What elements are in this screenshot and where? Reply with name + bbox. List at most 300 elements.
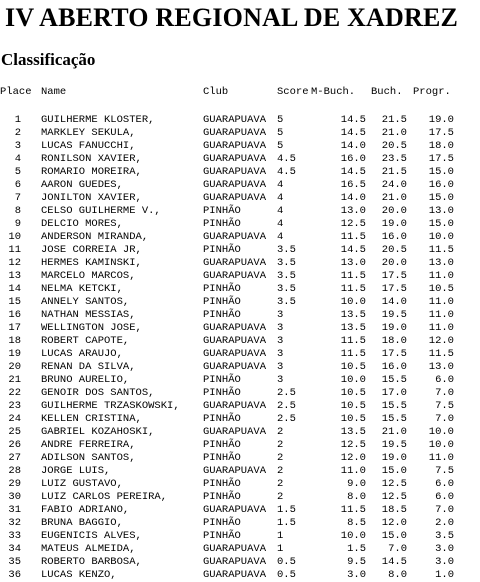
cell-score: 2: [277, 491, 284, 503]
cell-place: 30: [8, 491, 21, 503]
cell-club: PINHÃO: [203, 387, 241, 399]
cell-place: 31: [8, 504, 21, 516]
table-row: [0, 569, 480, 582]
header-gap: [0, 100, 480, 114]
cell-place: 25: [8, 426, 21, 438]
cell-buch: 12.5: [381, 491, 407, 503]
cell-name: BRUNO AURELIO,: [41, 374, 130, 386]
cell-progr: 2.0: [435, 517, 454, 529]
cell-name: GUILHERME KLOSTER,: [41, 114, 155, 126]
section-heading: Classificação: [1, 50, 96, 69]
cell-club: GUARAPUAVA: [203, 361, 267, 373]
cell-mbuch: 16.0: [340, 153, 366, 165]
cell-name: FABIO ADRIANO,: [41, 504, 130, 516]
table-row: [0, 205, 480, 218]
cell-buch: 21.5: [381, 114, 407, 126]
cell-progr: 6.0: [435, 374, 454, 386]
cell-mbuch: 10.0: [340, 374, 366, 386]
cell-progr: 10.0: [428, 426, 454, 438]
table-row: [0, 374, 480, 387]
cell-progr: 15.0: [428, 192, 454, 204]
cell-score: 3.5: [277, 283, 296, 295]
cell-place: 1: [14, 114, 21, 126]
cell-progr: 10.0: [428, 439, 454, 451]
cell-score: 0.5: [277, 556, 296, 568]
cell-buch: 14.5: [381, 556, 407, 568]
cell-progr: 15.0: [428, 166, 454, 178]
cell-name: BRUNA BAGGIO,: [41, 517, 123, 529]
cell-name: ANNELY SANTOS,: [41, 296, 130, 308]
cell-club: GUARAPUAVA: [203, 153, 267, 165]
cell-place: 14: [8, 283, 21, 295]
table-row: [0, 426, 480, 439]
cell-score: 3: [277, 348, 284, 360]
table-row: [0, 296, 480, 309]
cell-buch: 15.5: [381, 374, 407, 386]
cell-name: EUGENICIS ALVES,: [41, 530, 142, 542]
cell-progr: 13.0: [428, 257, 454, 269]
cell-buch: 21.5: [381, 166, 407, 178]
cell-place: 20: [8, 361, 21, 373]
cell-score: 2: [277, 452, 284, 464]
header-buch: Buch.: [371, 86, 403, 98]
cell-mbuch: 11.5: [340, 504, 366, 516]
table-row: [0, 114, 480, 127]
cell-score: 5: [277, 127, 284, 139]
cell-score: 3.5: [277, 257, 296, 269]
cell-name: WELLINGTON JOSE,: [41, 322, 142, 334]
table-row: [0, 244, 480, 257]
cell-mbuch: 3.0: [347, 569, 366, 581]
cell-mbuch: 8.0: [347, 491, 366, 503]
cell-mbuch: 10.5: [340, 413, 366, 425]
cell-progr: 11.0: [428, 452, 454, 464]
cell-progr: 11.0: [428, 296, 454, 308]
cell-buch: 20.5: [381, 244, 407, 256]
cell-name: GENOIR DOS SANTOS,: [41, 387, 155, 399]
cell-club: GUARAPUAVA: [203, 192, 267, 204]
cell-name: DELCIO MORES,: [41, 218, 123, 230]
cell-score: 1.5: [277, 504, 296, 516]
cell-buch: 19.0: [381, 322, 407, 334]
cell-score: 4: [277, 205, 284, 217]
cell-place: 3: [14, 140, 21, 152]
cell-progr: 3.0: [435, 556, 454, 568]
cell-buch: 21.0: [381, 127, 407, 139]
cell-buch: 15.0: [381, 465, 407, 477]
table-row: [0, 452, 480, 465]
cell-score: 3: [277, 374, 284, 386]
cell-club: GUARAPUAVA: [203, 231, 267, 243]
cell-score: 1: [277, 530, 284, 542]
cell-club: PINHÃO: [203, 218, 241, 230]
cell-score: 3: [277, 335, 284, 347]
cell-buch: 12.5: [381, 478, 407, 490]
cell-progr: 11.5: [428, 348, 454, 360]
table-row: [0, 322, 480, 335]
cell-score: 4.5: [277, 153, 296, 165]
cell-progr: 11.5: [428, 244, 454, 256]
cell-club: GUARAPUAVA: [203, 426, 267, 438]
table-row: [0, 140, 480, 153]
cell-score: 2.5: [277, 387, 296, 399]
cell-buch: 7.0: [388, 543, 407, 555]
cell-place: 5: [14, 166, 21, 178]
cell-buch: 21.0: [381, 192, 407, 204]
cell-buch: 20.0: [381, 257, 407, 269]
cell-club: GUARAPUAVA: [203, 556, 267, 568]
cell-buch: 23.5: [381, 153, 407, 165]
cell-mbuch: 10.5: [340, 361, 366, 373]
table-row: [0, 179, 480, 192]
cell-mbuch: 10.0: [340, 296, 366, 308]
cell-buch: 17.0: [381, 387, 407, 399]
table-row: [0, 231, 480, 244]
table-row: [0, 387, 480, 400]
cell-score: 4: [277, 192, 284, 204]
cell-progr: 13.0: [428, 205, 454, 217]
cell-score: 0.5: [277, 569, 296, 581]
cell-score: 1.5: [277, 517, 296, 529]
cell-mbuch: 8.5: [347, 517, 366, 529]
cell-buch: 24.0: [381, 179, 407, 191]
cell-score: 3.5: [277, 296, 296, 308]
cell-place: 11: [8, 244, 21, 256]
cell-progr: 11.0: [428, 309, 454, 321]
cell-club: PINHÃO: [203, 296, 241, 308]
cell-name: LUCAS ARAUJO,: [41, 348, 123, 360]
table-row: [0, 413, 480, 426]
cell-buch: 19.0: [381, 452, 407, 464]
cell-name: RENAN DA SILVA,: [41, 361, 136, 373]
cell-mbuch: 13.0: [340, 205, 366, 217]
cell-mbuch: 14.0: [340, 140, 366, 152]
cell-buch: 15.0: [381, 530, 407, 542]
cell-progr: 16.0: [428, 179, 454, 191]
table-row: [0, 192, 480, 205]
header-place: Place: [0, 86, 32, 98]
cell-club: PINHÃO: [203, 439, 241, 451]
cell-club: PINHÃO: [203, 491, 241, 503]
cell-score: 2.5: [277, 400, 296, 412]
cell-club: GUARAPUAVA: [203, 270, 267, 282]
table-row: [0, 153, 480, 166]
cell-mbuch: 14.5: [340, 114, 366, 126]
cell-club: PINHÃO: [203, 413, 241, 425]
table-row: [0, 309, 480, 322]
cell-score: 2: [277, 465, 284, 477]
cell-mbuch: 11.5: [340, 335, 366, 347]
cell-progr: 11.0: [428, 322, 454, 334]
cell-progr: 3.5: [435, 530, 454, 542]
cell-progr: 10.5: [428, 283, 454, 295]
cell-progr: 10.0: [428, 231, 454, 243]
table-row: [0, 335, 480, 348]
cell-buch: 17.5: [381, 283, 407, 295]
cell-score: 3.5: [277, 244, 296, 256]
cell-name: MARKLEY SEKULA,: [41, 127, 136, 139]
cell-place: 16: [8, 309, 21, 321]
cell-place: 9: [14, 218, 21, 230]
cell-club: PINHÃO: [203, 530, 241, 542]
cell-buch: 16.0: [381, 231, 407, 243]
cell-place: 23: [8, 400, 21, 412]
cell-buch: 19.5: [381, 439, 407, 451]
table-row: [0, 283, 480, 296]
cell-mbuch: 10.0: [340, 530, 366, 542]
cell-place: 32: [8, 517, 21, 529]
cell-club: GUARAPUAVA: [203, 504, 267, 516]
cell-place: 17: [8, 322, 21, 334]
cell-buch: 15.5: [381, 413, 407, 425]
cell-name: ROMARIO MOREIRA,: [41, 166, 142, 178]
cell-mbuch: 13.5: [340, 322, 366, 334]
cell-progr: 12.0: [428, 335, 454, 347]
cell-name: MATEUS ALMEIDA,: [41, 543, 136, 555]
cell-place: 27: [8, 452, 21, 464]
cell-place: 15: [8, 296, 21, 308]
cell-mbuch: 1.5: [347, 543, 366, 555]
cell-buch: 19.5: [381, 309, 407, 321]
cell-place: 35: [8, 556, 21, 568]
cell-score: 3: [277, 361, 284, 373]
table-row: [0, 218, 480, 231]
cell-score: 2: [277, 478, 284, 490]
cell-progr: 13.0: [428, 361, 454, 373]
cell-place: 7: [14, 192, 21, 204]
table-row: [0, 530, 480, 543]
table-row: [0, 400, 480, 413]
cell-mbuch: 14.5: [340, 244, 366, 256]
cell-mbuch: 10.5: [340, 400, 366, 412]
cell-name: JOSE CORREIA JR,: [41, 244, 142, 256]
standings-table: [0, 86, 480, 582]
cell-place: 33: [8, 530, 21, 542]
cell-progr: 7.0: [435, 413, 454, 425]
cell-club: GUARAPUAVA: [203, 179, 267, 191]
cell-club: GUARAPUAVA: [203, 543, 267, 555]
header-progr: Progr.: [413, 86, 451, 98]
cell-place: 13: [8, 270, 21, 282]
cell-progr: 6.0: [435, 478, 454, 490]
cell-club: GUARAPUAVA: [203, 127, 267, 139]
cell-progr: 7.5: [435, 400, 454, 412]
cell-score: 2: [277, 426, 284, 438]
cell-place: 19: [8, 348, 21, 360]
cell-name: GUILHERME TRZASKOWSKI,: [41, 400, 180, 412]
cell-score: 2: [277, 439, 284, 451]
cell-name: ANDRE FERREIRA,: [41, 439, 136, 451]
cell-score: 4: [277, 231, 284, 243]
cell-name: ROBERTO BARBOSA,: [41, 556, 142, 568]
cell-score: 3: [277, 309, 284, 321]
cell-progr: 17.5: [428, 127, 454, 139]
table-header-row: [0, 86, 480, 100]
cell-mbuch: 14.5: [340, 127, 366, 139]
header-mbuch: M-Buch.: [311, 86, 356, 98]
table-row: [0, 543, 480, 556]
table-row: [0, 491, 480, 504]
cell-buch: 21.0: [381, 426, 407, 438]
cell-place: 36: [8, 569, 21, 581]
cell-name: JONILTON XAVIER,: [41, 192, 142, 204]
cell-club: PINHÃO: [203, 452, 241, 464]
table-row: [0, 478, 480, 491]
table-row: [0, 556, 480, 569]
cell-buch: 18.5: [381, 504, 407, 516]
cell-club: GUARAPUAVA: [203, 569, 267, 581]
cell-progr: 19.0: [428, 114, 454, 126]
cell-name: KELLEN CRISTINA,: [41, 413, 142, 425]
cell-name: NELMA KETCKI,: [41, 283, 123, 295]
cell-score: 4.5: [277, 166, 296, 178]
cell-place: 12: [8, 257, 21, 269]
cell-club: GUARAPUAVA: [203, 257, 267, 269]
cell-score: 4: [277, 179, 284, 191]
cell-club: PINHÃO: [203, 309, 241, 321]
cell-mbuch: 9.5: [347, 556, 366, 568]
cell-place: 26: [8, 439, 21, 451]
cell-mbuch: 12.5: [340, 439, 366, 451]
cell-progr: 7.5: [435, 465, 454, 477]
cell-club: GUARAPUAVA: [203, 140, 267, 152]
cell-place: 4: [14, 153, 21, 165]
cell-mbuch: 16.5: [340, 179, 366, 191]
cell-buch: 8.0: [388, 569, 407, 581]
cell-buch: 14.0: [381, 296, 407, 308]
cell-place: 21: [8, 374, 21, 386]
cell-progr: 7.0: [435, 387, 454, 399]
cell-mbuch: 9.0: [347, 478, 366, 490]
cell-score: 3: [277, 322, 284, 334]
cell-name: ANDERSON MIRANDA,: [41, 231, 149, 243]
cell-progr: 6.0: [435, 491, 454, 503]
cell-buch: 17.5: [381, 270, 407, 282]
cell-mbuch: 12.5: [340, 218, 366, 230]
cell-buch: 15.5: [381, 400, 407, 412]
cell-mbuch: 12.0: [340, 452, 366, 464]
cell-buch: 19.0: [381, 218, 407, 230]
cell-club: GUARAPUAVA: [203, 335, 267, 347]
cell-progr: 7.0: [435, 504, 454, 516]
table-row: [0, 257, 480, 270]
cell-club: PINHÃO: [203, 283, 241, 295]
header-name: Name: [41, 86, 67, 98]
cell-name: HERMES KAMINSKI,: [41, 257, 142, 269]
cell-progr: 18.0: [428, 140, 454, 152]
table-row: [0, 127, 480, 140]
cell-name: MARCELO MARCOS,: [41, 270, 136, 282]
cell-club: PINHÃO: [203, 374, 241, 386]
cell-place: 8: [14, 205, 21, 217]
cell-place: 18: [8, 335, 21, 347]
cell-score: 4: [277, 218, 284, 230]
cell-progr: 17.5: [428, 153, 454, 165]
cell-place: 22: [8, 387, 21, 399]
cell-progr: 15.0: [428, 218, 454, 230]
cell-score: 5: [277, 114, 284, 126]
cell-club: GUARAPUAVA: [203, 348, 267, 360]
cell-club: PINHÃO: [203, 205, 241, 217]
cell-place: 28: [8, 465, 21, 477]
cell-mbuch: 10.5: [340, 387, 366, 399]
header-club: Club: [203, 86, 229, 98]
cell-buch: 20.0: [381, 205, 407, 217]
cell-buch: 17.5: [381, 348, 407, 360]
cell-score: 1: [277, 543, 284, 555]
cell-progr: 11.0: [428, 270, 454, 282]
cell-mbuch: 11.5: [340, 348, 366, 360]
page-title: IV ABERTO REGIONAL DE XADREZ: [5, 3, 459, 32]
table-row: [0, 439, 480, 452]
cell-name: ROBERT CAPOTE,: [41, 335, 130, 347]
cell-score: 3.5: [277, 270, 296, 282]
cell-mbuch: 13.0: [340, 257, 366, 269]
cell-club: GUARAPUAVA: [203, 465, 267, 477]
table-row: [0, 166, 480, 179]
cell-mbuch: 13.5: [340, 426, 366, 438]
cell-place: 10: [8, 231, 21, 243]
cell-buch: 18.0: [381, 335, 407, 347]
table-row: [0, 517, 480, 530]
cell-mbuch: 11.5: [340, 270, 366, 282]
table-row: [0, 465, 480, 478]
cell-name: LUCAS KENZO,: [41, 569, 117, 581]
cell-name: RONILSON XAVIER,: [41, 153, 142, 165]
table-row: [0, 270, 480, 283]
cell-mbuch: 11.5: [340, 283, 366, 295]
cell-name: LUIZ CARLOS PEREIRA,: [41, 491, 168, 503]
cell-place: 6: [14, 179, 21, 191]
cell-buch: 20.5: [381, 140, 407, 152]
cell-club: GUARAPUAVA: [203, 114, 267, 126]
cell-club: GUARAPUAVA: [203, 400, 267, 412]
cell-name: ADILSON SANTOS,: [41, 452, 136, 464]
cell-mbuch: 11.5: [340, 231, 366, 243]
cell-club: GUARAPUAVA: [203, 322, 267, 334]
cell-name: AARON GUEDES,: [41, 179, 123, 191]
cell-mbuch: 14.0: [340, 192, 366, 204]
cell-mbuch: 14.5: [340, 166, 366, 178]
cell-club: GUARAPUAVA: [203, 166, 267, 178]
cell-place: 34: [8, 543, 21, 555]
cell-club: PINHÃO: [203, 244, 241, 256]
table-row: [0, 504, 480, 517]
cell-mbuch: 11.0: [340, 465, 366, 477]
cell-place: 2: [14, 127, 21, 139]
cell-name: GABRIEL KOZAHOSKI,: [41, 426, 155, 438]
cell-progr: 1.0: [435, 569, 454, 581]
cell-buch: 16.0: [381, 361, 407, 373]
table-body: [0, 114, 480, 582]
cell-mbuch: 13.5: [340, 309, 366, 321]
table-row: [0, 361, 480, 374]
header-score: Score: [277, 86, 309, 98]
cell-place: 24: [8, 413, 21, 425]
cell-place: 29: [8, 478, 21, 490]
cell-name: JORGE LUIS,: [41, 465, 111, 477]
cell-score: 2.5: [277, 413, 296, 425]
cell-name: LUCAS FANUCCHI,: [41, 140, 136, 152]
cell-score: 5: [277, 140, 284, 152]
cell-name: CELSO GUILHERME V.,: [41, 205, 161, 217]
cell-name: LUIZ GUSTAVO,: [41, 478, 123, 490]
cell-name: NATHAN MESSIAS,: [41, 309, 136, 321]
cell-buch: 12.0: [381, 517, 407, 529]
cell-club: PINHÃO: [203, 517, 241, 529]
cell-progr: 3.0: [435, 543, 454, 555]
cell-club: PINHÃO: [203, 478, 241, 490]
